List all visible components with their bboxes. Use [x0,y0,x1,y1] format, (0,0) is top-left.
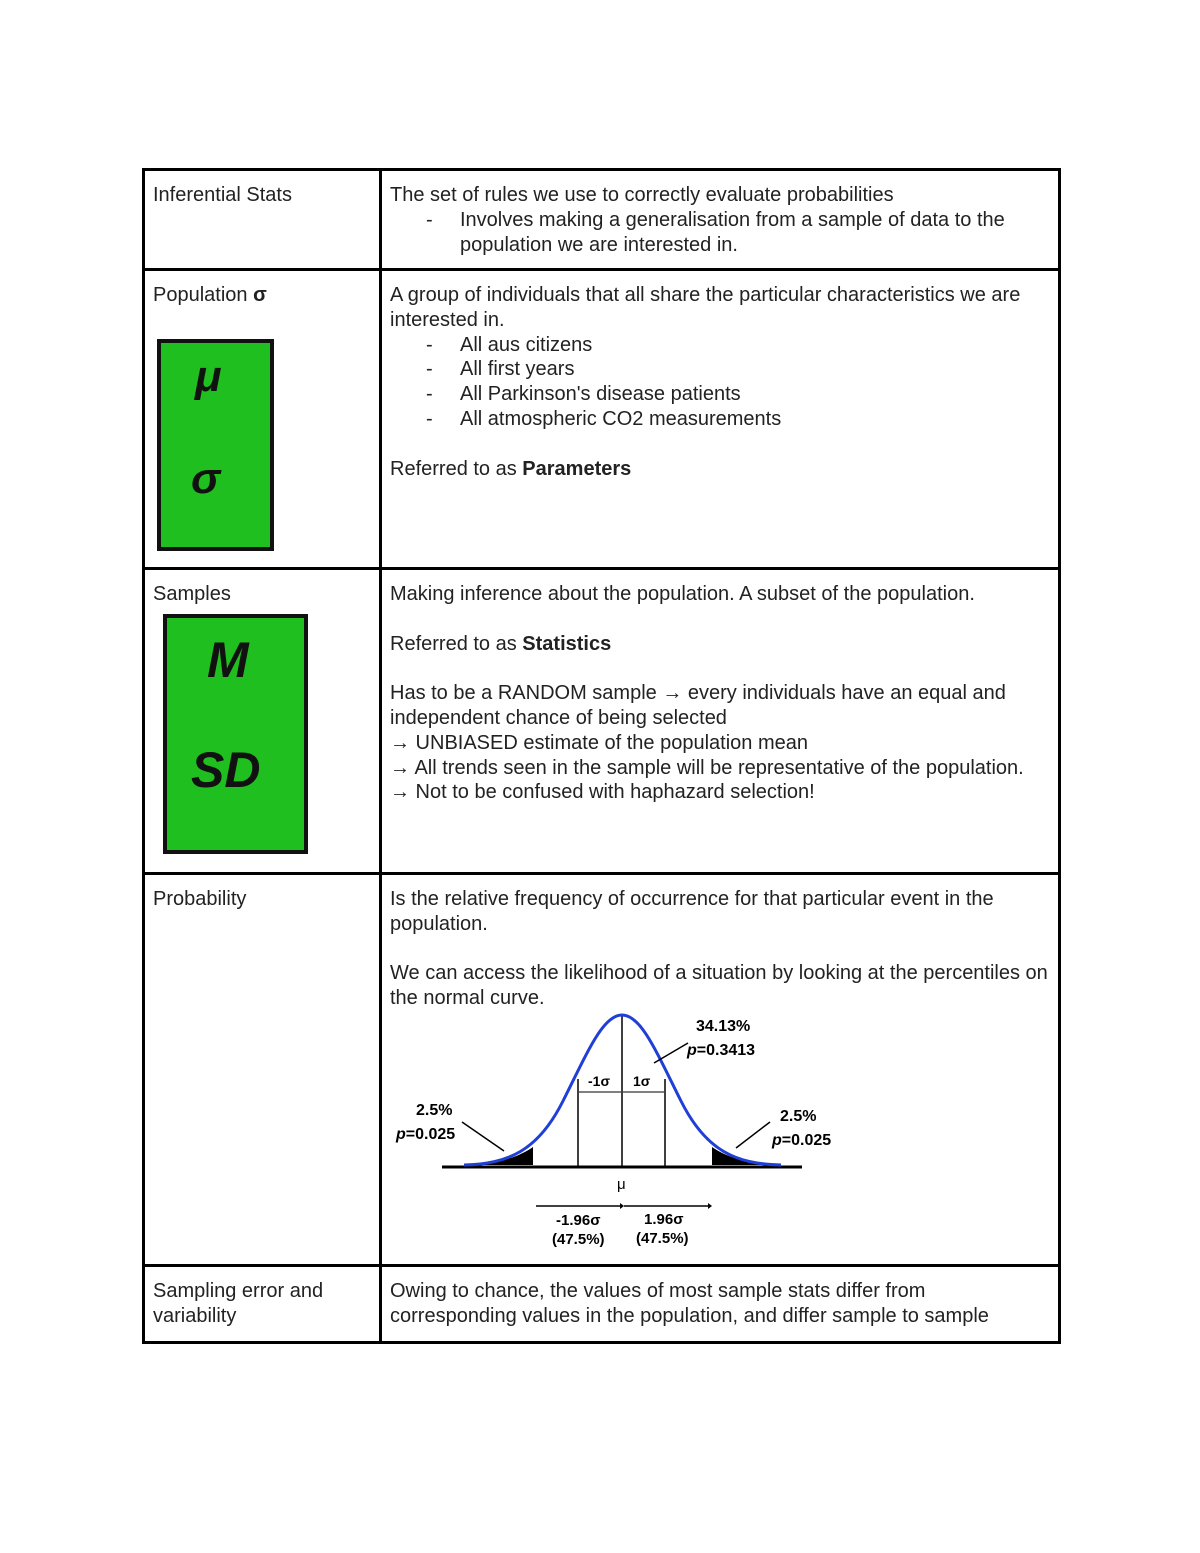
notes-table [142,168,1061,1344]
table-row [144,270,1060,569]
definition-text-2: We can access the likelihood of a situation by looking at the percentiles on the normal curve. [390,962,1048,1010]
right-tail-pct-label: 2.5% [780,1107,817,1125]
definition-text: Owing to chance, the values of most sample stats differ from corresponding values in the population, and differ sample to sample [390,1279,989,1327]
plus-196-pct-label: (47.5%) [636,1229,689,1247]
left-tail-p-label: p=0.025 [396,1125,456,1143]
left-tail-pct-label: 2.5% [416,1101,453,1119]
normal-curve-figure [388,1011,858,1256]
bullet-list [390,333,1050,432]
plus-196-label: 1.96σ [644,1210,684,1228]
term-cell [144,270,381,569]
term-cell [144,170,381,270]
sample-symbol-box [163,614,308,854]
list-item: - All Parkinson's disease patients [460,382,1050,407]
list-item: - Involves making a generalisation from a sample of data to the population we are interested in. [460,208,1050,258]
mu-symbol: μ [195,352,222,401]
trends-text: → All trends seen in the sample will be representative of the population. [390,756,1024,779]
center-pct-label: 34.13% [696,1017,751,1035]
m-symbol: M [207,632,249,688]
table-row [144,569,1060,874]
definition-cell [381,170,1060,270]
list-item: - All first years [460,357,1050,382]
definition-cell [381,1265,1060,1342]
definition-cell [381,569,1060,874]
minus-196-label: -1.96σ [556,1211,601,1229]
definition-text: Making inference about the population. A subset of the population. [390,583,975,605]
term-symbol: σ [253,284,267,306]
definition-cell [381,874,1060,1266]
population-symbol-box [157,339,274,551]
list-item: - All aus citizens [460,333,1050,358]
minus-196-pct-label: (47.5%) [552,1230,605,1248]
parameters-term: Parameters [522,457,632,480]
definition-text: Is the relative frequency of occurrence for that particular event in the population. [390,888,994,935]
unbiased-text: → UNBIASED estimate of the population mean [390,731,808,754]
sd-symbol: SD [191,742,261,798]
term-cell [144,569,381,874]
term-cell [144,1265,381,1342]
definition-text: The set of rules we use to correctly evaluate probabilities [390,184,894,206]
table-row [144,1265,1060,1342]
table-row [144,170,1060,270]
center-pointer-line [654,1043,688,1063]
referred-text: Referred to as Statistics [390,632,612,655]
term-label: Inferential Stats [153,184,292,206]
left-pointer-line [462,1122,504,1151]
term-cell [144,874,381,1266]
list-item: - All atmospheric CO2 measurements [460,407,1050,432]
right-tail-p-label: p=0.025 [772,1131,832,1149]
minus-one-sigma-label: -1σ [588,1072,611,1089]
center-p-label: p=0.3413 [687,1041,756,1059]
referred-text: Referred to as Parameters [390,457,632,480]
mu-label: μ [617,1175,626,1193]
sigma-symbol: σ [191,454,221,503]
term-label: Sampling error and variability [153,1279,324,1327]
term-label: Samples [153,583,231,605]
term-label: Probability [153,888,247,910]
table-row [144,874,1060,1266]
definition-text: A group of individuals that all share the particular characteristics we are interested in. [390,284,1021,331]
statistics-term: Statistics [522,632,612,655]
random-sample-text: Has to be a RANDOM sample → every individuals have an equal and independent chance of being selected [390,682,1006,729]
definition-cell [381,270,1060,569]
right-pointer-line [736,1122,770,1148]
haphazard-text: → Not to be confused with haphazard selection! [390,781,815,804]
bullet-list [390,208,1050,258]
plus-one-sigma-label: 1σ [633,1072,651,1089]
term-label: Population [153,284,254,306]
